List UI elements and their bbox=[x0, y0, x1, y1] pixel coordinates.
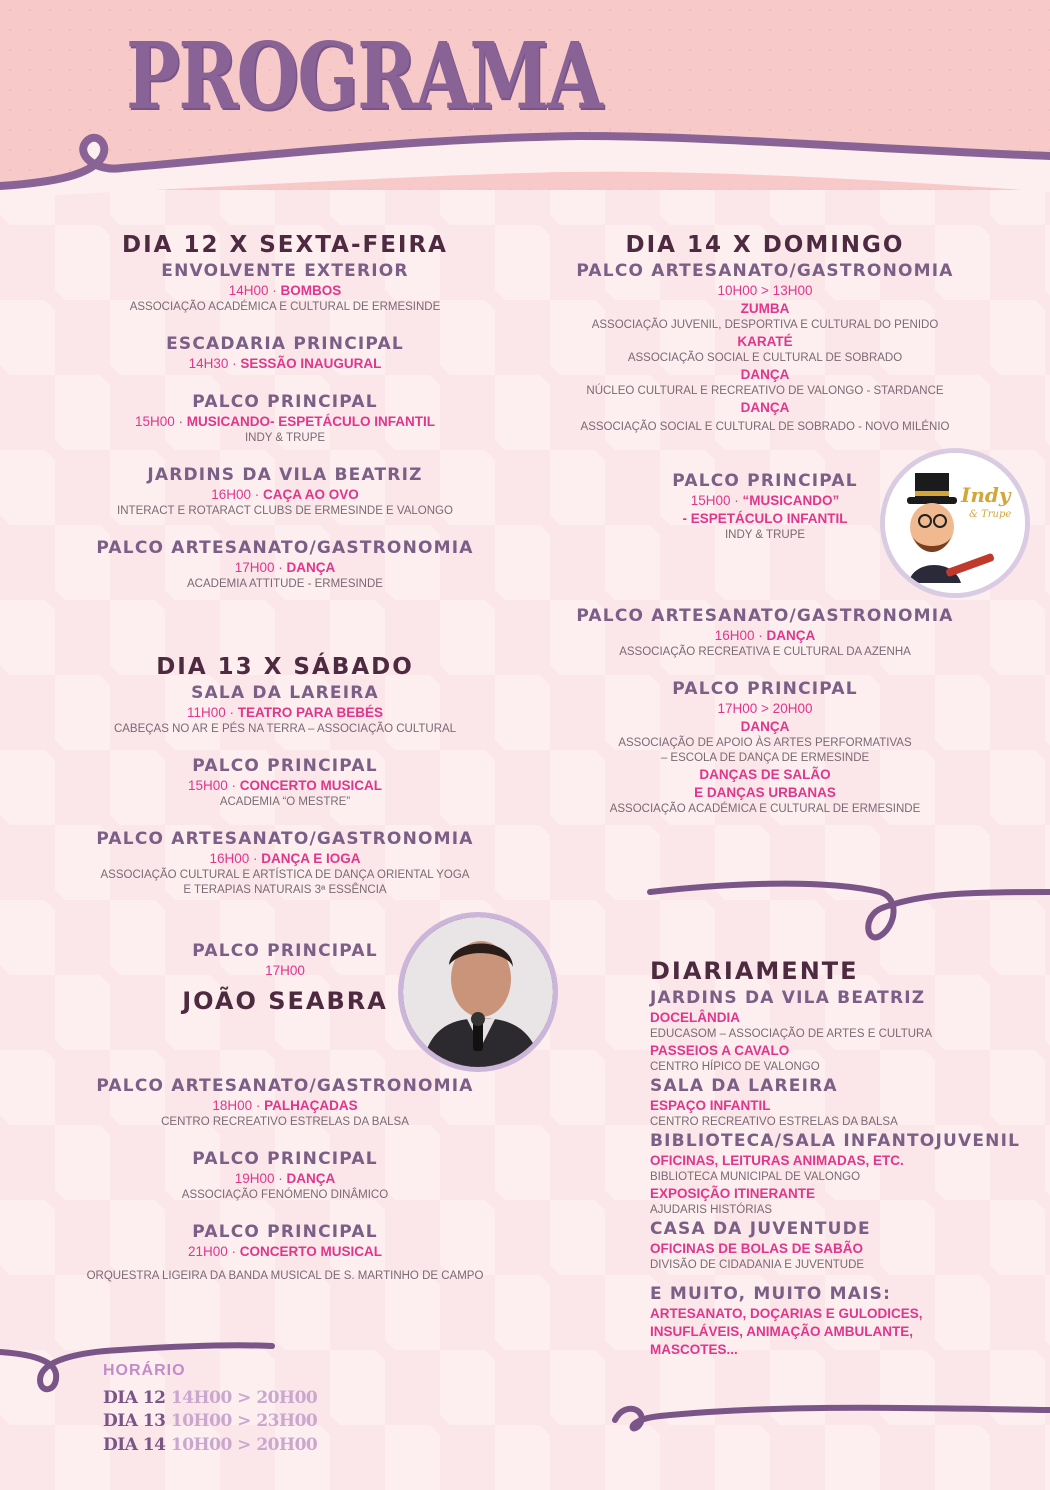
horario-hours: 14H00 > 20H00 bbox=[170, 1388, 318, 1408]
event-org: DIVISÃO DE CIDADANIA E JUVENTUDE bbox=[650, 1259, 865, 1271]
event-act: MUSICANDO- ESPETÁCULO INFANTIL bbox=[186, 414, 436, 429]
event-dia13-7 bbox=[60, 1221, 510, 1284]
event-org: ACADEMIA “O MESTRE” bbox=[219, 796, 351, 808]
diariamente-section bbox=[650, 955, 1030, 1359]
venue-label: PALCO PRINCIPAL bbox=[672, 679, 858, 699]
event-org: CENTRO RECREATIVO ESTRELAS DA BALSA bbox=[161, 1116, 409, 1128]
event-time: 17H00 > 20H00 bbox=[717, 701, 813, 716]
venue-label: PALCO PRINCIPAL bbox=[672, 471, 858, 491]
artist-name: JOÃO SEABRA bbox=[182, 987, 388, 1015]
venue-label: PALCO ARTESANATO/GASTRONOMIA bbox=[576, 606, 954, 626]
event-org: INDY & TRUPE bbox=[724, 529, 806, 541]
indy-trupe-logo bbox=[880, 448, 1030, 598]
venue-label: PALCO ARTESANATO/GASTRONOMIA bbox=[576, 261, 954, 281]
event-time: 21H00 · bbox=[187, 1244, 240, 1259]
event-time: 16H00 · bbox=[211, 487, 263, 502]
event-act: “MUSICANDO” bbox=[742, 493, 840, 508]
event-org: ASSOCIAÇÃO JUVENIL, DESPORTIVA E CULTURAL DO PENIDO bbox=[591, 319, 939, 331]
event-act: DANÇAS DE SALÃO bbox=[699, 767, 831, 782]
event-org: AJUDARIS HISTÓRIAS bbox=[650, 1204, 773, 1216]
venue-label: ESCADARIA PRINCIPAL bbox=[166, 334, 404, 354]
event-act: PASSEIOS A CAVALO bbox=[650, 1043, 790, 1058]
event-act: OFICINAS, LEITURAS ANIMADAS, ETC. bbox=[650, 1153, 904, 1168]
event-time: 16H00 · bbox=[209, 851, 262, 866]
venue-label: JARDINS DA VILA BEATRIZ bbox=[650, 988, 926, 1008]
event-act: DANÇA bbox=[286, 560, 336, 575]
event-time: 17H00 · bbox=[234, 560, 287, 575]
venue-label: PALCO PRINCIPAL bbox=[192, 756, 378, 776]
event-org: BIBLIOTECA MUNICIPAL DE VALONGO bbox=[650, 1171, 861, 1183]
dia12-heading: DIA 12 X SEXTA-FEIRA bbox=[122, 232, 448, 258]
event-org: ASSOCIAÇÃO CULTURAL E ARTÍSTICA DE DANÇA ORIENTAL YOGA bbox=[100, 869, 470, 881]
event-org: ASSOCIAÇÃO SOCIAL E CULTURAL DE SOBRADO bbox=[627, 352, 903, 364]
more-heading: E MUITO, MUITO MAIS: bbox=[650, 1284, 892, 1304]
event-dia13-3 bbox=[60, 828, 510, 898]
page-title: PROGRAMA bbox=[126, 22, 602, 130]
event-time: 18H00 · bbox=[212, 1098, 265, 1113]
horario-day: DIA 14 bbox=[103, 1435, 166, 1455]
more-line: ARTESANATO, DOÇARIAS E GULODICES, bbox=[650, 1306, 923, 1321]
event-time: 14H30 · bbox=[188, 356, 241, 371]
event-act: EXPOSIÇÃO ITINERANTE bbox=[650, 1186, 816, 1201]
event-act: BOMBOS bbox=[280, 283, 342, 298]
venue-label: BIBLIOTECA/SALA INFANTOJUVENIL bbox=[650, 1131, 1021, 1151]
event-dia13-5 bbox=[60, 1075, 510, 1130]
venue-label: ENVOLVENTE EXTERIOR bbox=[161, 261, 409, 281]
event-act: ZUMBA bbox=[740, 301, 790, 316]
venue-label: PALCO PRINCIPAL bbox=[192, 1222, 378, 1242]
dia14-heading: DIA 14 X DOMINGO bbox=[625, 232, 905, 258]
venue-label: PALCO ARTESANATO/GASTRONOMIA bbox=[96, 829, 474, 849]
venue-label: PALCO PRINCIPAL bbox=[192, 941, 378, 961]
event-org: ASSOCIAÇÃO ACADÉMICA E CULTURAL DE ERMESINDE bbox=[129, 301, 441, 313]
event-time: 14H00 · bbox=[228, 283, 281, 298]
event-org: ASSOCIAÇÃO FENÓMENO DINÂMICO bbox=[181, 1189, 389, 1201]
event-org-line2: – ESCOLA DE DANÇA DE ERMESINDE bbox=[660, 752, 870, 764]
horario-hours: 10H00 > 20H00 bbox=[170, 1435, 318, 1455]
event-time: 10H00 > 13H00 bbox=[717, 283, 813, 298]
venue-label: PALCO ARTESANATO/GASTRONOMIA bbox=[96, 538, 474, 558]
event-time: 19H00 · bbox=[234, 1171, 287, 1186]
diariamente-heading: DIARIAMENTE bbox=[650, 957, 859, 985]
event-act: ESPAÇO INFANTIL bbox=[650, 1098, 771, 1113]
event-act: DANÇA bbox=[740, 400, 790, 415]
seabra-event bbox=[140, 940, 430, 1018]
event-act: OFICINAS DE BOLAS DE SABÃO bbox=[650, 1241, 864, 1256]
more-line: INSUFLÁVEIS, ANIMAÇÃO AMBULANTE, bbox=[650, 1324, 913, 1339]
event-time: 15H00 · bbox=[690, 493, 743, 508]
event-dia14-4 bbox=[545, 678, 985, 817]
venue-label: JARDINS DA VILA BEATRIZ bbox=[147, 465, 423, 485]
event-dia12-3 bbox=[60, 391, 510, 446]
event-act: SESSÃO INAUGURAL bbox=[240, 356, 382, 371]
event-act: CONCERTO MUSICAL bbox=[239, 1244, 383, 1259]
horario-hours: 10H00 > 23H00 bbox=[170, 1411, 318, 1431]
horario-day: DIA 13 bbox=[103, 1411, 166, 1431]
event-org: EDUCASOM – ASSOCIAÇÃO DE ARTES E CULTURA bbox=[650, 1028, 933, 1040]
event-time: 15H00 · bbox=[187, 778, 240, 793]
event-org: ASSOCIAÇÃO ACADÉMICA E CULTURAL DE ERMESINDE bbox=[609, 803, 921, 815]
dia14-section bbox=[545, 230, 985, 435]
event-org: CENTRO HÍPICO DE VALONGO bbox=[650, 1061, 820, 1073]
event-act: DANÇA bbox=[740, 367, 790, 382]
event-dia14-3 bbox=[545, 605, 985, 660]
event-org: INTERACT E ROTARACT CLUBS DE ERMESINDE E VALONGO bbox=[117, 505, 453, 517]
event-act: DANÇA bbox=[740, 719, 790, 734]
dia13-section bbox=[60, 652, 510, 898]
event-act: DANÇA bbox=[766, 628, 816, 643]
event-dia13-2 bbox=[60, 755, 510, 810]
indy-trupe-illustration bbox=[885, 453, 1025, 593]
event-act: CONCERTO MUSICAL bbox=[239, 778, 383, 793]
venue-label: SALA DA LAREIRA bbox=[650, 1076, 838, 1096]
event-time: 17H00 bbox=[265, 963, 305, 978]
event-org: ACADEMIA ATTITUDE - ERMESINDE bbox=[187, 578, 383, 590]
event-dia12-4 bbox=[60, 464, 510, 519]
event-time: 15H00 · bbox=[134, 414, 187, 429]
horario-row bbox=[103, 1435, 317, 1455]
venue-label: PALCO PRINCIPAL bbox=[192, 392, 378, 412]
artist-photo-illustration bbox=[403, 917, 553, 1067]
event-act: DOCELÂNDIA bbox=[650, 1010, 740, 1025]
dia13-evening bbox=[60, 1075, 510, 1284]
dia14-afternoon bbox=[545, 605, 985, 817]
indy-logo-subtext: & Trupe bbox=[969, 509, 1012, 520]
event-org: CABEÇAS NO AR E PÉS NA TERRA – ASSOCIAÇÃO CULTURAL bbox=[113, 723, 457, 735]
more-line: MASCOTES... bbox=[650, 1342, 738, 1357]
event-dia12-2 bbox=[60, 333, 510, 373]
event-act-line2: - ESPETÁCULO INFANTIL bbox=[682, 511, 848, 526]
event-act: TEATRO PARA BEBÉS bbox=[237, 705, 384, 720]
event-org: NÚCLEO CULTURAL E RECREATIVO DE VALONGO - STARDANCE bbox=[586, 385, 944, 397]
venue-label: PALCO PRINCIPAL bbox=[192, 1149, 378, 1169]
horario-row bbox=[103, 1411, 317, 1431]
event-dia12-1 bbox=[60, 260, 510, 315]
event-dia13-6 bbox=[60, 1148, 510, 1203]
venue-label: SALA DA LAREIRA bbox=[191, 683, 379, 703]
dia12-section bbox=[60, 230, 510, 592]
dia13-heading: DIA 13 X SÁBADO bbox=[156, 654, 414, 680]
event-act: DANÇA bbox=[286, 1171, 336, 1186]
event-org: ASSOCIAÇÃO DE APOIO ÀS ARTES PERFORMATIVAS bbox=[618, 737, 912, 749]
venue-label: CASA DA JUVENTUDE bbox=[650, 1219, 871, 1239]
event-org: ASSOCIAÇÃO RECREATIVA E CULTURAL DA AZENHA bbox=[619, 646, 911, 658]
horario-row bbox=[103, 1388, 317, 1408]
venue-label: PALCO ARTESANATO/GASTRONOMIA bbox=[96, 1076, 474, 1096]
event-act: DANÇA E IOGA bbox=[261, 851, 361, 866]
event-dia14-2 bbox=[620, 470, 910, 543]
event-act: PALHAÇADAS bbox=[264, 1098, 358, 1113]
horario-title: HORÁRIO bbox=[103, 1362, 186, 1379]
indy-logo-text: Indy bbox=[961, 483, 1011, 507]
event-act: KARATÉ bbox=[737, 334, 793, 349]
event-dia14-1 bbox=[545, 260, 985, 435]
event-org: ASSOCIAÇÃO SOCIAL E CULTURAL DE SOBRADO - NOVO MILÉNIO bbox=[580, 421, 950, 433]
horario-day: DIA 12 bbox=[103, 1388, 166, 1408]
artist-photo bbox=[398, 912, 558, 1072]
event-act-line2: E DANÇAS URBANAS bbox=[694, 785, 836, 800]
event-org: CENTRO RECREATIVO ESTRELAS DA BALSA bbox=[650, 1116, 898, 1128]
event-org: ORQUESTRA LIGEIRA DA BANDA MUSICAL DE S. MARTINHO DE CAMPO bbox=[86, 1270, 484, 1282]
event-dia12-5 bbox=[60, 537, 510, 592]
event-time: 16H00 · bbox=[714, 628, 767, 643]
event-act: CAÇA AO OVO bbox=[263, 487, 359, 502]
event-org: INDY & TRUPE bbox=[244, 432, 326, 444]
event-dia13-1 bbox=[60, 682, 510, 737]
event-time: 11H00 · bbox=[186, 705, 238, 720]
event-org-line2: E TERAPIAS NATURAIS 3ª ESSÊNCIA bbox=[183, 884, 387, 896]
